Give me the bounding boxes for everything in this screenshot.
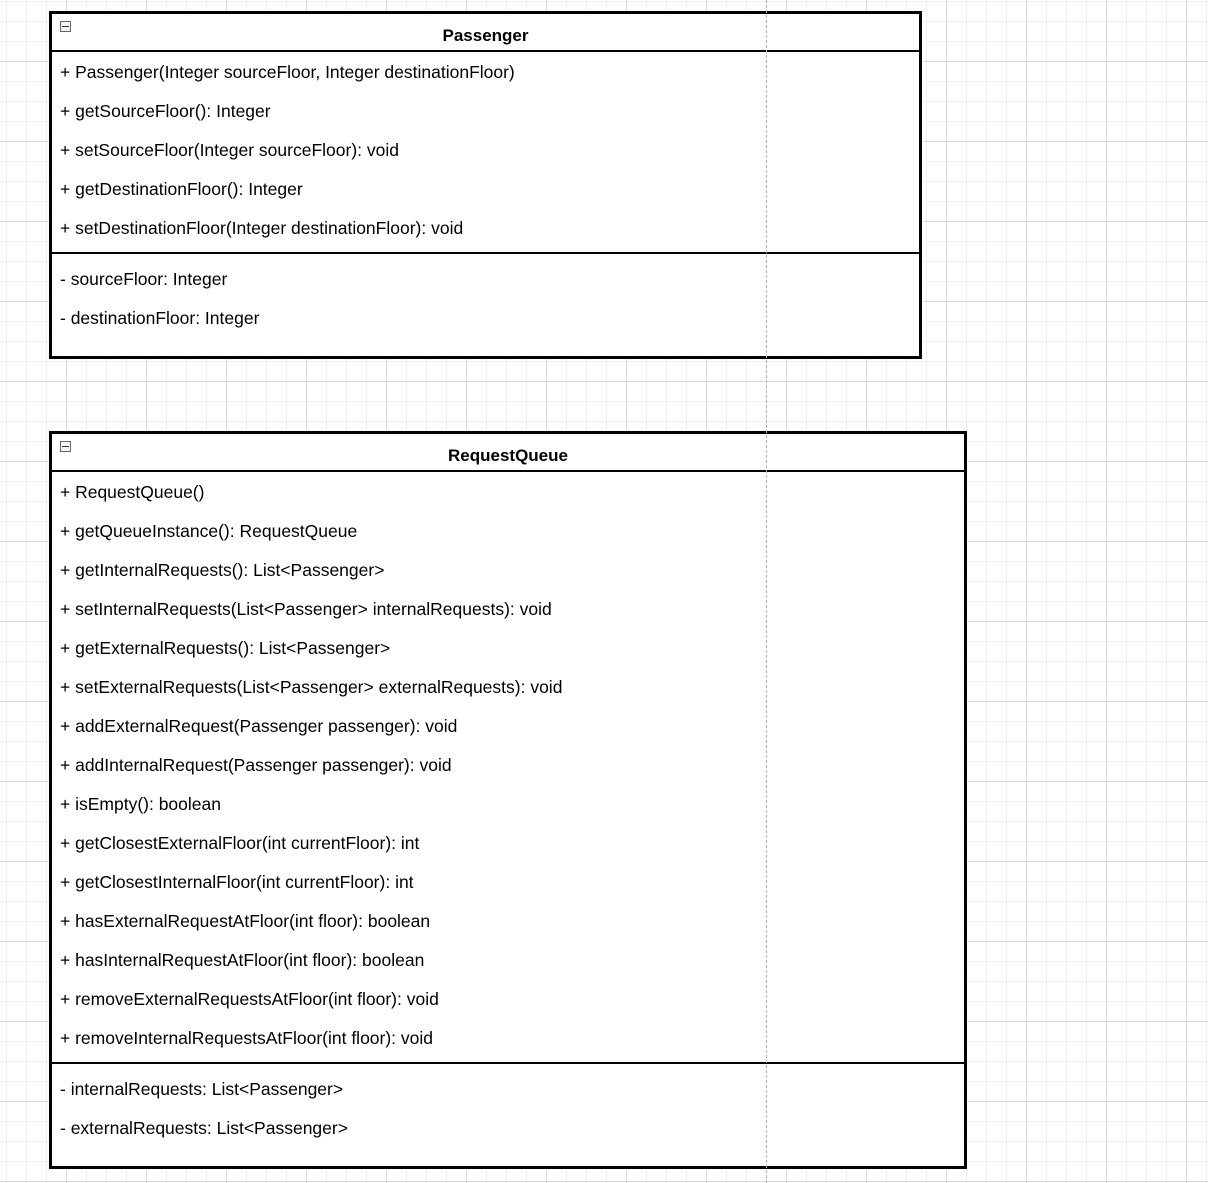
attribute[interactable]: - externalRequests: List<Passenger> [60,1118,348,1138]
operation[interactable]: + getInternalRequests(): List<Passenger> [60,560,385,580]
attributes-compartment [52,254,919,338]
operation[interactable]: + getClosestExternalFloor(int currentFloor): int [60,833,420,853]
collapse-minus-icon[interactable] [60,21,71,32]
collapse-minus-icon[interactable] [60,441,71,452]
operation[interactable]: + setSourceFloor(Integer sourceFloor): void [60,140,399,160]
class-title[interactable]: Passenger [442,26,529,45]
attribute[interactable]: - internalRequests: List<Passenger> [60,1079,344,1099]
operation[interactable]: + getSourceFloor(): Integer [60,101,271,121]
class-header[interactable] [52,14,919,52]
operation[interactable]: + setInternalRequests(List<Passenger> internalRequests): void [60,599,552,619]
operation[interactable]: + setExternalRequests(List<Passenger> externalRequests): void [60,677,563,697]
attributes-compartment [52,1064,964,1148]
operation[interactable]: + setDestinationFloor(Integer destinationFloor): void [60,218,464,238]
class-requestqueue[interactable] [49,431,967,1169]
operation[interactable]: + getDestinationFloor(): Integer [60,179,303,199]
class-header[interactable] [52,434,964,472]
operation[interactable]: + getClosestInternalFloor(int currentFloor): int [60,872,414,892]
operation[interactable]: + removeExternalRequestsAtFloor(int floor): void [60,989,439,1009]
class-passenger[interactable] [49,11,922,359]
operation[interactable]: + hasInternalRequestAtFloor(int floor): boolean [60,950,425,970]
operation[interactable]: + getQueueInstance(): RequestQueue [60,521,358,541]
class-title[interactable]: RequestQueue [448,446,568,465]
operation[interactable]: + removeInternalRequestsAtFloor(int floor): void [60,1028,434,1048]
attribute[interactable]: - sourceFloor: Integer [60,269,228,289]
operation[interactable]: + Passenger(Integer sourceFloor, Integer destinationFloor) [60,62,515,82]
operations-compartment [52,472,964,1064]
operation[interactable]: + addExternalRequest(Passenger passenger): void [60,716,458,736]
operation[interactable]: + hasExternalRequestAtFloor(int floor): boolean [60,911,431,931]
operation[interactable]: + addInternalRequest(Passenger passenger): void [60,755,452,775]
operations-compartment [52,52,919,254]
operation[interactable]: + getExternalRequests(): List<Passenger> [60,638,391,658]
attribute[interactable]: - destinationFloor: Integer [60,308,260,328]
operation[interactable]: + isEmpty(): boolean [60,794,221,814]
operation[interactable]: + RequestQueue() [60,482,205,502]
